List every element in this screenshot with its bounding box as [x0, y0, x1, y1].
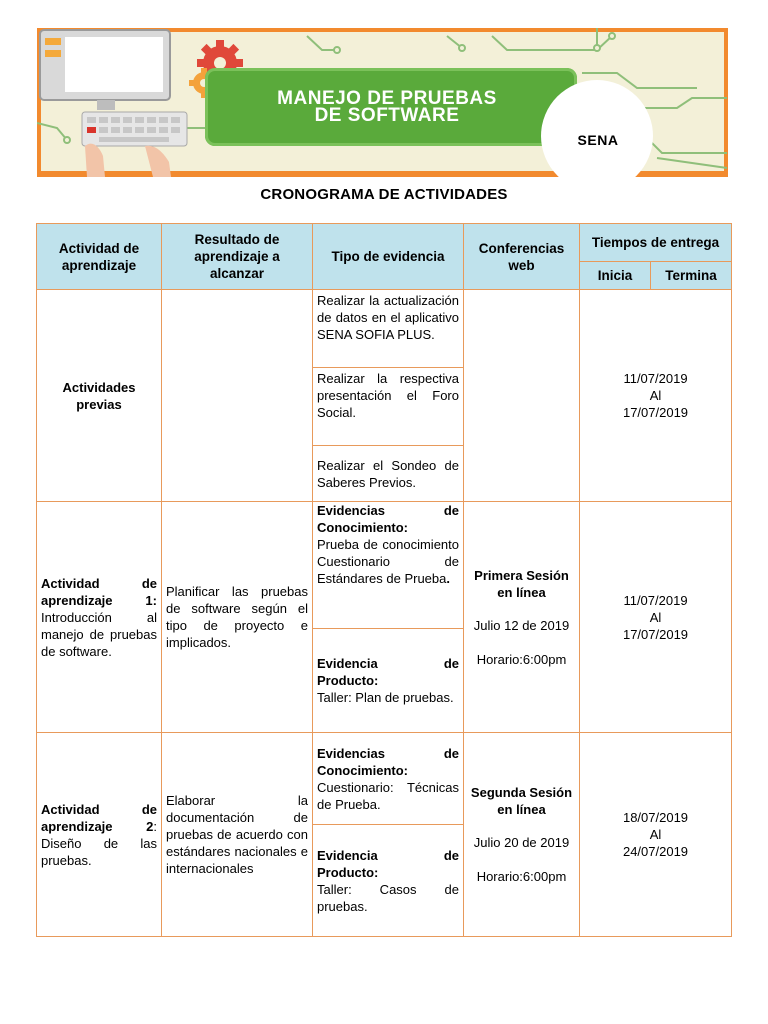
- hand-right-icon: [145, 146, 171, 177]
- row2-conferencia: [464, 502, 580, 733]
- header-resultado: Resultado de aprendizaje a alcanzar: [162, 224, 313, 290]
- row3-ev1-text: Cuestionario: Técnicas de Prueba.: [317, 779, 459, 812]
- row1-evidencia-3: Realizar el Sondeo de Saberes Previos.: [313, 446, 464, 502]
- row3-resultado: Elaborar la documentación de pruebas de acuerdo con estándares nacionales e internacionales: [162, 733, 313, 937]
- row2-ev2-title: Evidencia de Producto:: [317, 656, 459, 688]
- row3-ev2-text: Taller: Casos de pruebas.: [317, 881, 459, 914]
- schedule-table: [36, 223, 732, 937]
- table-row: [37, 290, 732, 368]
- header-termina: Termina: [651, 262, 732, 290]
- row1-evidencia-1: Realizar la actualización de datos en el aplicativo SENA SOFIA PLUS.: [313, 290, 464, 368]
- banner-title-line1: MANEJO DE PRUEBAS: [277, 88, 497, 109]
- row3-actividad: [37, 733, 162, 937]
- hand-left-icon: [85, 144, 105, 177]
- row1-conferencia: [464, 290, 580, 502]
- row1-fecha-fin: 17/07/2019: [622, 405, 689, 420]
- row2-evidencia-producto: [313, 629, 464, 733]
- row1-fecha-al: Al: [649, 388, 662, 403]
- row2-conf-title: Primera Sesión en línea: [474, 567, 569, 600]
- row2-conf-date: Julio 12 de 2019: [473, 617, 570, 633]
- row3-actividad-desc: Diseño de las pruebas.: [41, 835, 157, 868]
- row1-fechas: [580, 290, 732, 502]
- page-title: CRONOGRAMA DE ACTIVIDADES: [260, 186, 508, 203]
- row1-evidencia-2: Realizar la respectiva presentación el Foro Social.: [313, 368, 464, 446]
- row3-fechas: [580, 733, 732, 937]
- row2-evidencia-conocimiento: [313, 502, 464, 629]
- header-tiempos: Tiempos de entrega: [580, 224, 732, 262]
- row3-conferencia: [464, 733, 580, 937]
- row3-conf-date: Julio 20 de 2019: [473, 835, 570, 850]
- row1-actividad: Actividades previas: [37, 290, 162, 502]
- row3-actividad-colon: :: [153, 818, 157, 834]
- row3-conf-title: Segunda Sesión en línea: [470, 785, 573, 817]
- row1-resultado: [162, 290, 313, 502]
- banner-title-line2: DE SOFTWARE: [314, 105, 460, 126]
- header-tipo-evidencia: Tipo de evidencia: [313, 224, 464, 290]
- row3-actividad-title: Actividad de aprendizaje 2: [41, 801, 157, 834]
- header-conferencias: Conferencias web: [464, 224, 580, 290]
- row3-ev2-title: Evidencia de Producto:: [317, 847, 459, 880]
- header-actividad: Actividad de aprendizaje: [37, 224, 162, 290]
- row2-fechas: [580, 502, 732, 733]
- row3-fecha-fin: 24/07/2019: [622, 844, 689, 859]
- row2-actividad-desc: Introducción al manejo de pruebas de software.: [41, 609, 157, 659]
- table-row: [37, 733, 732, 825]
- row2-fecha-al: Al: [649, 609, 662, 625]
- row2-actividad-title: Actividad de aprendizaje 1:: [41, 575, 157, 608]
- row2-ev1-title: Evidencias de Conocimiento:: [317, 503, 459, 535]
- row3-conf-time: Horario:6:00pm: [476, 869, 567, 884]
- row2-fecha-inicio: 11/07/2019: [623, 592, 688, 608]
- header-inicia: Inicia: [580, 262, 651, 290]
- row2-ev1-end: .: [446, 571, 450, 586]
- row3-ev1-title: Evidencias de Conocimiento:: [317, 745, 459, 778]
- row2-ev2-text: Taller: Plan de pruebas.: [317, 690, 454, 705]
- sena-logo-text: SENA: [577, 132, 619, 148]
- row2-actividad: [37, 502, 162, 733]
- row3-evidencia-producto: [313, 825, 464, 937]
- row3-evidencia-conocimiento: [313, 733, 464, 825]
- row2-fecha-fin: 17/07/2019: [622, 626, 689, 642]
- banner-title: [237, 90, 537, 124]
- table-row: [37, 502, 732, 629]
- row2-ev1-text: Prueba de conocimiento Cuestionario de Estándares de Prueba: [317, 537, 459, 586]
- header-banner: [37, 28, 728, 177]
- row3-fecha-inicio: 18/07/2019: [622, 810, 689, 825]
- row1-fecha-inicio: 11/07/2019: [623, 371, 688, 386]
- row3-fecha-al: Al: [649, 827, 662, 842]
- row2-conf-time: Horario:6:00pm: [476, 651, 567, 667]
- row2-resultado: Planificar las pruebas de software según el tipo de proyecto e implicados.: [162, 502, 313, 733]
